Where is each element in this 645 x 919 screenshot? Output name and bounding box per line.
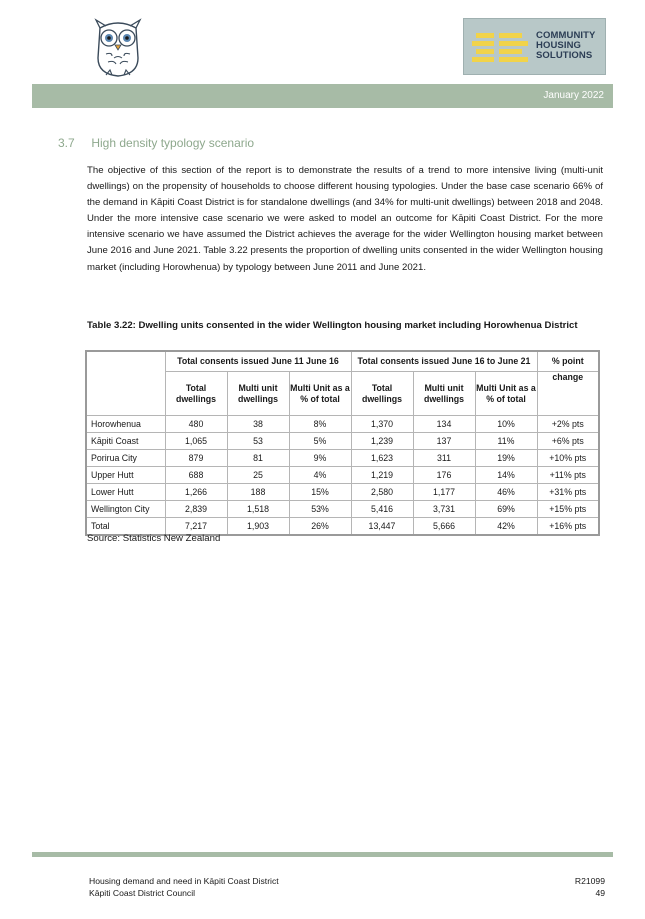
table-row <box>86 467 599 484</box>
table-cell: 137 <box>413 433 475 450</box>
table-cell: +2% pts <box>537 416 599 433</box>
table-cell: 1,177 <box>413 484 475 501</box>
col-header: Multi unit dwellings <box>413 372 475 416</box>
table-cell: 19% <box>475 450 537 467</box>
table-row <box>86 416 599 433</box>
row-label: Upper Hutt <box>86 467 165 484</box>
table-cell: 5% <box>289 433 351 450</box>
table-cell: 15% <box>289 484 351 501</box>
col-header: Total dwellings <box>165 372 227 416</box>
footer-left <box>89 875 279 899</box>
col-header: Multi Unit as a % of total <box>475 372 537 416</box>
table-source: Source: Statistics New Zealand <box>87 533 221 544</box>
table-cell: 1,239 <box>351 433 413 450</box>
table-cell: 2,839 <box>165 501 227 518</box>
table-cell: 38 <box>227 416 289 433</box>
company-logo <box>463 18 606 75</box>
group-header-june16-21: Total consents issued June 16 to June 21 <box>351 351 537 372</box>
logo-line-3: SOLUTIONS <box>536 50 593 61</box>
header-date: January 2022 <box>543 90 604 101</box>
table-cell: 53% <box>289 501 351 518</box>
col-header: change <box>537 372 599 416</box>
table-cell: 25 <box>227 467 289 484</box>
table-row <box>86 450 599 467</box>
body-paragraph: The objective of this section of the report is to demonstrate the results of a trend to more intensive living (multi-unit dwellings) on the propensity of households to choose different housing typologies. Under the base case scenario 66% of the demand in Kāpiti Coast District is for standalone dwellings (and 34% for multi-unit dwellings) between 2018 and 2048. Under the more intensive case scenario we were asked to model an outcome for Kāpiti Coast District. For the more intensive scenario we have assumed the District achieves the average for the wider Wellington housing market between June 2016 and June 2021. Table 3.22 presents the proportion of dwelling units consented in the wider Wellington housing market (including Horowhenua) by typology between June 2011 and June 2021. <box>87 165 603 273</box>
footer-rule <box>32 852 613 857</box>
table-cell: 1,623 <box>351 450 413 467</box>
table-cell: 10% <box>475 416 537 433</box>
table-cell: 46% <box>475 484 537 501</box>
table-cell: 8% <box>289 416 351 433</box>
footer-client: Kāpiti Coast District Council <box>89 888 196 898</box>
table-row <box>86 433 599 450</box>
consents-table <box>85 350 600 536</box>
table-caption: Table 3.22: Dwelling units consented in the wider Wellington housing market including Horowhenua District <box>87 320 578 331</box>
table-cell: 5,666 <box>413 518 475 536</box>
row-label: Porirua City <box>86 450 165 467</box>
footer-right <box>575 875 605 899</box>
table-cell: 1,219 <box>351 467 413 484</box>
table-cell: 480 <box>165 416 227 433</box>
table-body <box>86 416 599 536</box>
table-cell: 13,447 <box>351 518 413 536</box>
table-cell: 2,580 <box>351 484 413 501</box>
table-cell: 188 <box>227 484 289 501</box>
table-cell: +10% pts <box>537 450 599 467</box>
group-header-june11-16: Total consents issued June 11 June 16 <box>165 351 351 372</box>
table-cell: 3,731 <box>413 501 475 518</box>
table-cell: 1,903 <box>227 518 289 536</box>
row-label: Wellington City <box>86 501 165 518</box>
table-cell: +11% pts <box>537 467 599 484</box>
table-cell: 176 <box>413 467 475 484</box>
row-label: Total <box>86 518 165 536</box>
table-cell: 26% <box>289 518 351 536</box>
table-cell: 1,065 <box>165 433 227 450</box>
table-cell: 4% <box>289 467 351 484</box>
table-row <box>86 484 599 501</box>
footer-page-number: 49 <box>595 888 605 898</box>
table-group-header-row <box>86 351 599 372</box>
row-label: Kāpiti Coast <box>86 433 165 450</box>
row-label: Horowhenua <box>86 416 165 433</box>
table-cell: 9% <box>289 450 351 467</box>
section-title: High density typology scenario <box>91 136 255 150</box>
table-cell: +16% pts <box>537 518 599 536</box>
table-cell: 7,217 <box>165 518 227 536</box>
footer-report-code: R21099 <box>574 876 605 886</box>
table-cell: +31% pts <box>537 484 599 501</box>
table-cell: 81 <box>227 450 289 467</box>
col-header: Multi Unit as a % of total <box>289 372 351 416</box>
section-heading <box>58 136 254 150</box>
footer-report-title: Housing demand and need in Kāpiti Coast District <box>89 876 279 886</box>
group-header-pct-point: % point <box>537 351 599 372</box>
table-cell: 134 <box>413 416 475 433</box>
col-header: Multi unit dwellings <box>227 372 289 416</box>
table-cell: 14% <box>475 467 537 484</box>
table-cell: +15% pts <box>537 501 599 518</box>
table-cell: +6% pts <box>537 433 599 450</box>
table-cell: 11% <box>475 433 537 450</box>
table-cell: 42% <box>475 518 537 536</box>
logo-line-1: COMMUNITY <box>536 30 596 41</box>
owl-logo-icon <box>92 18 144 78</box>
table-cell: 688 <box>165 467 227 484</box>
header-bar <box>32 84 613 108</box>
table-cell: 1,370 <box>351 416 413 433</box>
section-number: 3.7 <box>58 136 75 150</box>
table-corner-cell <box>86 351 165 416</box>
logo-line-2: HOUSING <box>536 40 582 51</box>
table-cell: 1,266 <box>165 484 227 501</box>
company-logo-text <box>536 31 602 61</box>
row-label: Lower Hutt <box>86 484 165 501</box>
table-cell: 1,518 <box>227 501 289 518</box>
col-header: Total dwellings <box>351 372 413 416</box>
table-cell: 69% <box>475 501 537 518</box>
table-cell: 879 <box>165 450 227 467</box>
table-row <box>86 501 599 518</box>
table-cell: 5,416 <box>351 501 413 518</box>
table-cell: 311 <box>413 450 475 467</box>
housing-stripes-logo-icon <box>472 29 532 67</box>
table-cell: 53 <box>227 433 289 450</box>
